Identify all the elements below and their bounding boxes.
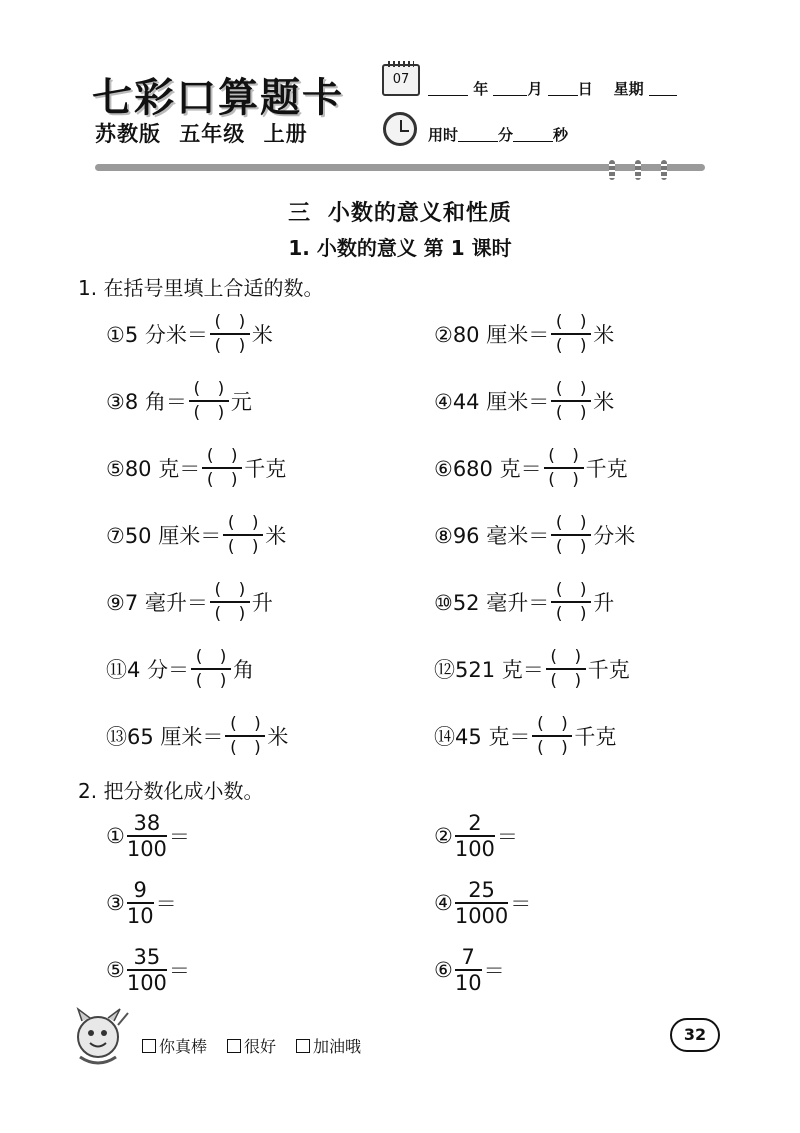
conversion-item: [106, 306, 273, 362]
numerator-blank[interactable]: ( ): [548, 446, 579, 467]
denominator-blank[interactable]: ( ): [537, 737, 568, 758]
denominator-blank[interactable]: ( ): [548, 469, 579, 490]
fraction-blank[interactable]: [551, 378, 591, 424]
month-label: 月: [527, 80, 543, 98]
item-label: ⑩52 毫升＝: [434, 591, 550, 615]
item-unit: 千克: [587, 658, 630, 682]
divider-bead: [635, 160, 641, 180]
denominator-blank[interactable]: ( ): [214, 603, 246, 624]
item-label: ④44 厘米＝: [434, 390, 550, 414]
conversion-item: [106, 373, 252, 429]
fraction: [127, 878, 154, 928]
numerator-blank[interactable]: ( ): [214, 580, 246, 601]
denominator: 1000: [454, 903, 509, 928]
self-rating: [142, 1034, 361, 1057]
numerator: 25: [468, 878, 495, 903]
numerator-blank[interactable]: ( ): [555, 312, 587, 333]
fraction-blank[interactable]: [551, 311, 591, 357]
numerator-blank[interactable]: ( ): [193, 379, 225, 400]
fraction-item: [106, 875, 177, 931]
day-blank[interactable]: [548, 81, 578, 96]
calendar-icon: [382, 64, 420, 96]
item-unit: 分米: [593, 524, 636, 548]
fraction-blank[interactable]: [225, 713, 265, 759]
equals-sign: ＝: [510, 892, 532, 916]
equals-sign: ＝: [168, 959, 190, 983]
fraction-blank[interactable]: [210, 579, 250, 625]
day-label: 日: [577, 80, 593, 98]
numerator-blank[interactable]: ( ): [227, 513, 259, 534]
numerator: 38: [133, 811, 161, 836]
item-unit: 米: [265, 524, 287, 548]
conversion-item: [106, 708, 288, 764]
item-label: ⑬65 厘米＝: [106, 725, 224, 749]
conversion-item: [106, 641, 254, 697]
denominator-blank[interactable]: ( ): [555, 402, 587, 423]
conversion-item: [434, 507, 635, 563]
item-unit: 角: [233, 658, 255, 682]
month-blank[interactable]: [493, 81, 527, 96]
divider-bead: [661, 160, 667, 180]
numerator-blank[interactable]: ( ): [537, 714, 568, 735]
item-label: ③8 角＝: [106, 390, 187, 414]
numerator-blank[interactable]: ( ): [195, 647, 227, 668]
denominator-blank[interactable]: ( ): [555, 603, 587, 624]
item-label: ⑪4 分＝: [106, 658, 190, 682]
minute-blank[interactable]: [458, 127, 498, 142]
item-unit: 千克: [585, 457, 628, 481]
fraction-blank[interactable]: [223, 512, 263, 558]
conversion-item: [434, 641, 630, 697]
rating-option[interactable]: 你真棒: [142, 1034, 207, 1057]
item-label: ③: [106, 891, 125, 915]
year-blank[interactable]: [428, 81, 468, 96]
fraction: [455, 878, 508, 928]
fraction-blank[interactable]: [191, 646, 231, 692]
divider-bead: [609, 160, 615, 180]
item-unit: 升: [251, 591, 273, 615]
time-used-label: 用时: [428, 126, 459, 144]
denominator: 100: [126, 836, 167, 861]
item-label: ⑫521 克＝: [434, 658, 544, 682]
date-fields: [428, 78, 677, 99]
item-label: ⑤80 克＝: [106, 457, 201, 481]
fraction: [455, 945, 482, 995]
denominator-blank[interactable]: ( ): [555, 536, 587, 557]
numerator: 35: [133, 945, 161, 970]
numerator-blank[interactable]: ( ): [555, 379, 587, 400]
brand-title: 七彩口算题卡: [92, 75, 344, 121]
denominator-blank[interactable]: ( ): [193, 402, 225, 423]
fraction-blank[interactable]: [546, 646, 586, 692]
item-label: ⑦50 厘米＝: [106, 524, 222, 548]
fraction: [455, 811, 495, 861]
conversion-item: [434, 440, 628, 496]
numerator: 2: [468, 811, 482, 836]
fraction: [127, 811, 167, 861]
item-unit: 米: [593, 323, 615, 347]
item-unit: 米: [267, 725, 289, 749]
checkbox[interactable]: [142, 1039, 156, 1053]
item-label: ⑧96 毫米＝: [434, 524, 550, 548]
item-unit: 千克: [574, 725, 617, 749]
week-label: 星期: [613, 80, 644, 98]
conversion-item: [106, 507, 286, 563]
conversion-item: [106, 440, 286, 496]
section1-prompt: 1. 在括号里填上合适的数。: [78, 276, 324, 300]
item-label: ①: [106, 824, 125, 848]
conversion-item: [434, 306, 614, 362]
denominator: 10: [454, 970, 482, 995]
numerator: 7: [461, 945, 475, 970]
lesson-title: 1. 小数的意义 第 1 课时: [288, 236, 512, 260]
denominator: 10: [126, 903, 154, 928]
numerator: 9: [133, 878, 147, 903]
fraction-item: [434, 808, 518, 864]
calendar-day: 07: [392, 72, 410, 87]
numerator-blank[interactable]: ( ): [555, 513, 587, 534]
denominator: 100: [126, 970, 167, 995]
rating-option[interactable]: 很好: [227, 1034, 276, 1057]
checkbox[interactable]: [227, 1039, 241, 1053]
item-unit: 米: [251, 323, 273, 347]
numerator-blank[interactable]: ( ): [555, 580, 587, 601]
item-label: ⑤: [106, 958, 125, 982]
edition-label: 苏教版 五年级 上册: [95, 122, 308, 146]
numerator-blank[interactable]: ( ): [206, 446, 238, 467]
denominator-blank[interactable]: ( ): [214, 335, 246, 356]
item-label: ②: [434, 824, 453, 848]
fraction-item: [434, 942, 505, 998]
equals-sign: ＝: [483, 959, 505, 983]
item-label: ④: [434, 891, 453, 915]
denominator-blank[interactable]: ( ): [555, 335, 587, 356]
fraction-blank[interactable]: [210, 311, 250, 357]
second-label: 秒: [553, 126, 569, 144]
clock-icon: [383, 112, 417, 146]
equals-sign: ＝: [155, 892, 177, 916]
item-label: ⑨7 毫升＝: [106, 591, 208, 615]
equals-sign: ＝: [496, 825, 518, 849]
year-label: 年: [473, 80, 489, 98]
item-unit: 元: [230, 390, 252, 414]
checkbox[interactable]: [296, 1039, 310, 1053]
rating-option[interactable]: 加油哦: [296, 1034, 361, 1057]
fraction-blank[interactable]: [202, 445, 242, 491]
fraction-item: [434, 875, 531, 931]
denominator-blank[interactable]: ( ): [230, 737, 261, 758]
item-label: ⑭45 克＝: [434, 725, 531, 749]
denominator-blank[interactable]: ( ): [227, 536, 259, 557]
item-unit: 升: [593, 591, 615, 615]
fraction: [127, 945, 167, 995]
fraction-blank[interactable]: [551, 512, 591, 558]
week-blank[interactable]: [649, 81, 677, 96]
numerator-blank[interactable]: ( ): [214, 312, 246, 333]
page-number: 32: [670, 1018, 720, 1052]
fraction-item: [106, 808, 190, 864]
denominator: 100: [454, 836, 495, 861]
denominator-blank[interactable]: ( ): [195, 670, 227, 691]
equals-sign: ＝: [168, 825, 190, 849]
numerator-blank[interactable]: ( ): [230, 714, 261, 735]
item-unit: 千克: [244, 457, 287, 481]
conversion-item: [434, 708, 616, 764]
minute-label: 分: [498, 126, 514, 144]
denominator-blank[interactable]: ( ): [550, 670, 582, 691]
conversion-item: [434, 373, 614, 429]
item-label: ⑥: [434, 958, 453, 982]
conversion-item: [434, 574, 614, 630]
conversion-item: [106, 574, 273, 630]
denominator-blank[interactable]: ( ): [206, 469, 238, 490]
fraction-blank[interactable]: [544, 445, 584, 491]
item-label: ⑥680 克＝: [434, 457, 542, 481]
second-blank[interactable]: [513, 127, 553, 142]
fraction-blank[interactable]: [532, 713, 572, 759]
fraction-blank[interactable]: [189, 378, 229, 424]
time-fields: [428, 124, 568, 145]
fraction-blank[interactable]: [551, 579, 591, 625]
mascot-illustration: [68, 1005, 132, 1071]
item-label: ②80 厘米＝: [434, 323, 550, 347]
item-unit: 米: [593, 390, 615, 414]
chapter-title: 三 小数的意义和性质: [288, 201, 512, 226]
numerator-blank[interactable]: ( ): [550, 647, 582, 668]
item-label: ①5 分米＝: [106, 323, 208, 347]
fraction-item: [106, 942, 190, 998]
section2-prompt: 2. 把分数化成小数。: [78, 779, 264, 803]
